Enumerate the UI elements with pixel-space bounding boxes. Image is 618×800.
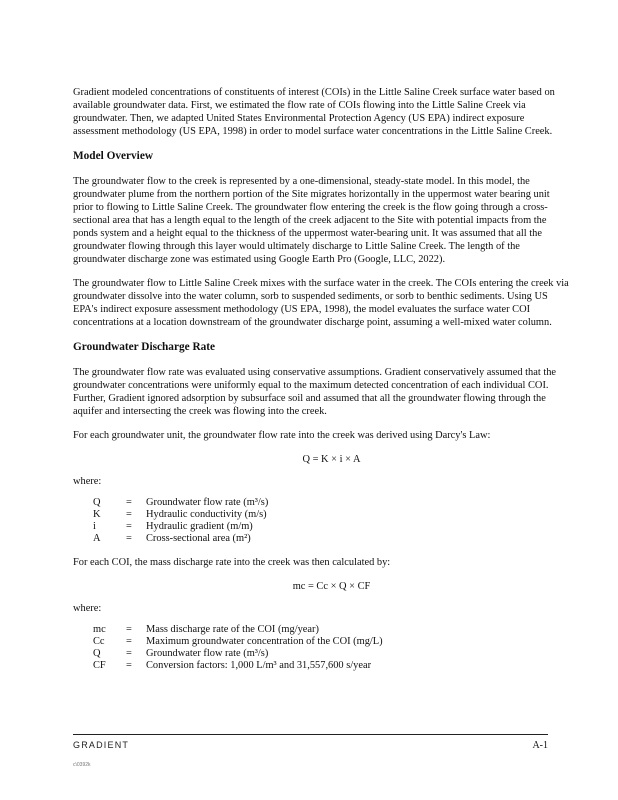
variable-row xyxy=(93,497,268,509)
equals-sign: = xyxy=(126,521,132,532)
equals-sign: = xyxy=(126,509,132,520)
file-reference: c\0392k xyxy=(73,762,91,768)
page-footer xyxy=(73,734,548,751)
where-label-2: where: xyxy=(73,603,102,614)
variable-symbol: Q xyxy=(93,648,101,659)
variable-symbol: K xyxy=(93,509,101,520)
variable-description: Groundwater flow rate (m³/s) xyxy=(146,648,269,659)
variable-symbol: A xyxy=(93,533,101,544)
equals-sign: = xyxy=(126,648,132,659)
variable-row xyxy=(93,624,383,636)
variable-description: Maximum groundwater concentration of the COI (mg/L) xyxy=(146,636,383,647)
equals-sign: = xyxy=(126,660,132,671)
document-body xyxy=(73,86,570,683)
page-number: A-1 xyxy=(532,740,548,751)
gradient-logo: GRADIENT xyxy=(73,740,130,750)
variable-row xyxy=(93,636,383,648)
darcy-equation: Q = K × i × A xyxy=(302,454,361,465)
variable-row xyxy=(93,509,268,521)
equals-sign: = xyxy=(126,624,132,635)
variable-row xyxy=(93,521,268,533)
variable-symbol: Cc xyxy=(93,636,105,647)
variable-description: Hydraulic gradient (m/m) xyxy=(146,521,253,532)
discharge-rate-paragraph-2: For each groundwater unit, the groundwater flow rate into the creek was derived using Darcy's Law: xyxy=(73,430,491,441)
discharge-rate-paragraph-3: For each COI, the mass discharge rate into the creek was then calculated by: xyxy=(73,557,391,568)
intro-paragraph: Gradient modeled concentrations of constituents of interest (COIs) in the Little Saline Creek surface water based on available groundwater data. First, we estimated the flow rate of COIs flowing into the Little Saline Creek via groundwater. Then, we adapted United States Environmental Protection Agency (US EPA) indirect exposure assessment methodology (US EPA, 1998) in order to model surface water concentrations in the Little Saline Creek. xyxy=(73,87,555,137)
model-overview-paragraph-1: The groundwater flow to the creek is represented by a one-dimensional, steady-state model. In this model, the groundwater plume from the northern portion of the Site migrates horizontally in the uppermost water bearing unit prior to flowing to Little Saline Creek. The groundwater flow entering the creek is the flow going through a cross-sectional area that has a length equal to the length of the creek adjacent to the Site with potential impacts from the ponds system and a height equal to the thickness of the uppermost water-bearing unit. It was assumed that all the groundwater flowing through this layer would ultimately discharge to Little Saline Creek. The length of the groundwater discharge zone was estimated using Google Earth Pro (Google, LLC, 2022). xyxy=(73,176,550,265)
variable-description: Hydraulic conductivity (m/s) xyxy=(146,509,267,520)
variable-description: Groundwater flow rate (m³/s) xyxy=(146,497,269,508)
variable-symbol: CF xyxy=(93,660,106,671)
variable-row xyxy=(93,533,268,545)
where-label-1: where: xyxy=(73,476,102,487)
discharge-rate-heading: Groundwater Discharge Rate xyxy=(73,341,216,353)
variable-description: Cross-sectional area (m²) xyxy=(146,533,251,544)
variable-description: Conversion factors: 1,000 L/m³ and 31,557,600 s/year xyxy=(146,660,372,671)
equals-sign: = xyxy=(126,497,132,508)
variable-list-1 xyxy=(93,497,268,545)
mass-discharge-equation: mc = Cc × Q × CF xyxy=(292,581,371,592)
discharge-rate-paragraph-1: The groundwater flow rate was evaluated using conservative assumptions. Gradient conservatively assumed that the groundwater concentrations were uniformly equal to the maximum detected concentration of each individual COI. Further, Gradient ignored adsorption by subsurface soil and assumed that all the groundwater flowing through the aquifer and intersecting the creek was flowing into the creek. xyxy=(73,367,557,417)
variable-symbol: Q xyxy=(93,497,101,508)
model-overview-heading: Model Overview xyxy=(73,150,153,162)
variable-row xyxy=(93,660,383,672)
equals-sign: = xyxy=(126,636,132,647)
variable-symbol: mc xyxy=(93,624,106,635)
variable-row xyxy=(93,648,383,660)
variable-list-2 xyxy=(93,624,383,672)
variable-symbol: i xyxy=(93,521,96,532)
model-overview-paragraph-2: The groundwater flow to Little Saline Creek mixes with the surface water in the creek. The COIs entering the creek via groundwater dissolve into the water column, sorb to suspended sediments, or sorb to benthic sediments. Using US EPA's indirect exposure assessment methodology (US EPA, 1998), the model evaluates the surface water COI concentrations at a location downstream of the groundwater discharge point, assuming a well-mixed water column. xyxy=(73,278,569,328)
equals-sign: = xyxy=(126,533,132,544)
variable-description: Mass discharge rate of the COI (mg/year) xyxy=(146,624,319,635)
